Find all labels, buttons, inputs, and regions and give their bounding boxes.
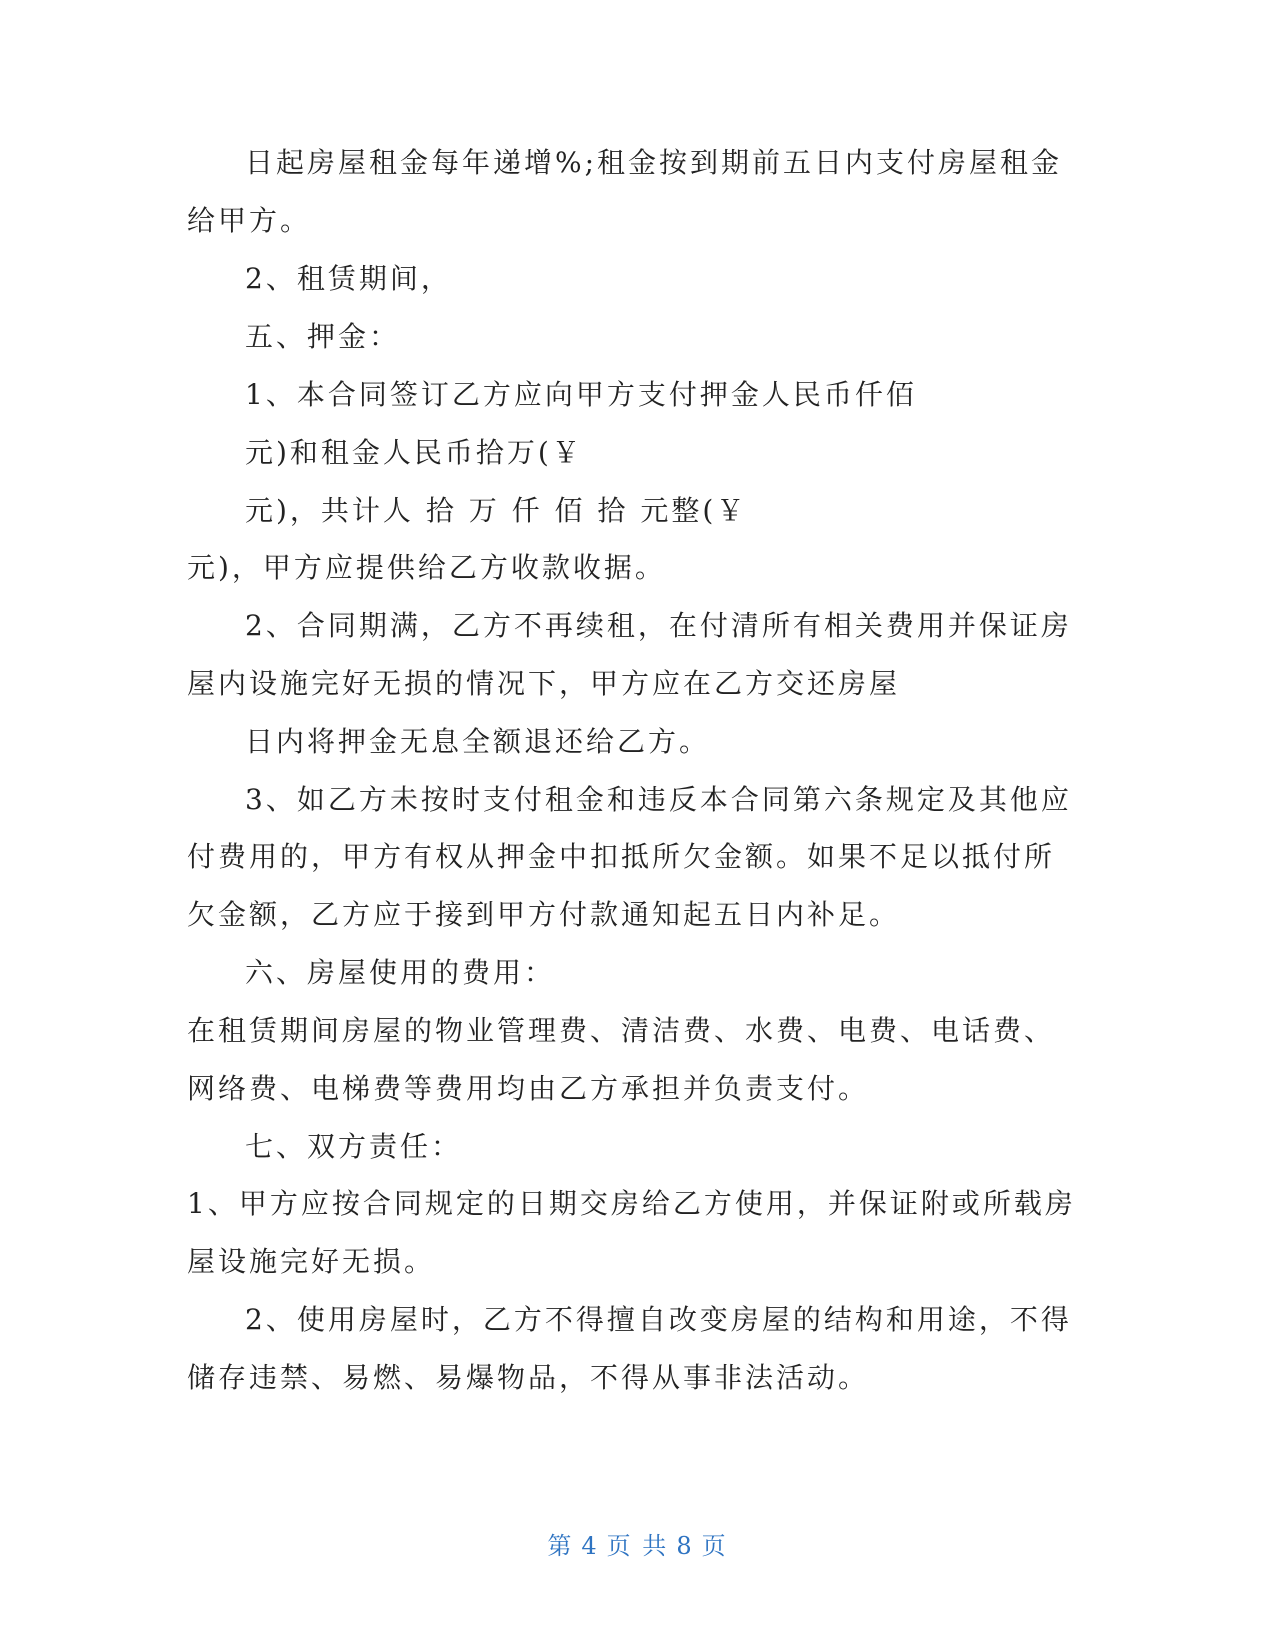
text-line: 储存违禁、易燃、易爆物品，不得从事非法活动。 — [187, 1361, 870, 1394]
section-heading: 五、押金： — [245, 320, 401, 353]
text-line: 在租赁期间房屋的物业管理费、清洁费、水费、电费、电话费、 — [187, 1014, 1056, 1047]
text-line: 3、如乙方未按时支付租金和违反本合同第六条规定及其他应 — [245, 783, 1072, 816]
footer-total-pages: 8 — [676, 1532, 694, 1560]
footer-middle: 页 共 — [606, 1532, 669, 1560]
text-line: 屋设施完好无损。 — [187, 1245, 436, 1278]
text-line: 日起房屋租金每年递增%;租金按到期前五日内支付房屋租金 — [245, 146, 1063, 179]
text-line: 日内将押金无息全额退还给乙方。 — [245, 725, 711, 758]
text-line: 元)，甲方应提供给乙方收款收据。 — [187, 551, 666, 584]
text-line: 给甲方。 — [187, 204, 312, 237]
text-line: 1、甲方应按合同规定的日期交房给乙方使用，并保证附或所载房 — [187, 1187, 1076, 1220]
text-line: 1、本合同签订乙方应向甲方支付押金人民币仟佰 — [245, 378, 917, 411]
footer-prefix: 第 — [547, 1532, 574, 1560]
text-line: 付费用的，甲方有权从押金中扣抵所欠金额。如果不足以抵付所 — [187, 840, 1056, 873]
text-line: 元)，共计人 拾 万 仟 佰 拾 元整(￥ — [245, 494, 748, 527]
text-line: 2、租赁期间， — [245, 262, 452, 295]
text-line: 元)和租金人民币拾万(￥ — [245, 436, 583, 469]
footer-suffix: 页 — [701, 1532, 728, 1560]
section-heading: 六、房屋使用的费用： — [245, 956, 556, 989]
text-line: 屋内设施完好无损的情况下，甲方应在乙方交还房屋 — [187, 667, 901, 700]
section-heading: 七、双方责任： — [245, 1130, 463, 1163]
text-line: 2、使用房屋时，乙方不得擅自改变房屋的结构和用途，不得 — [245, 1303, 1072, 1336]
footer-page-number: 4 — [581, 1532, 599, 1560]
text-line: 网络费、电梯费等费用均由乙方承担并负责支付。 — [187, 1072, 870, 1105]
page-footer — [0, 1531, 1275, 1561]
text-line: 2、合同期满，乙方不再续租，在付清所有相关费用并保证房 — [245, 609, 1072, 642]
text-line: 欠金额，乙方应于接到甲方付款通知起五日内补足。 — [187, 898, 901, 931]
